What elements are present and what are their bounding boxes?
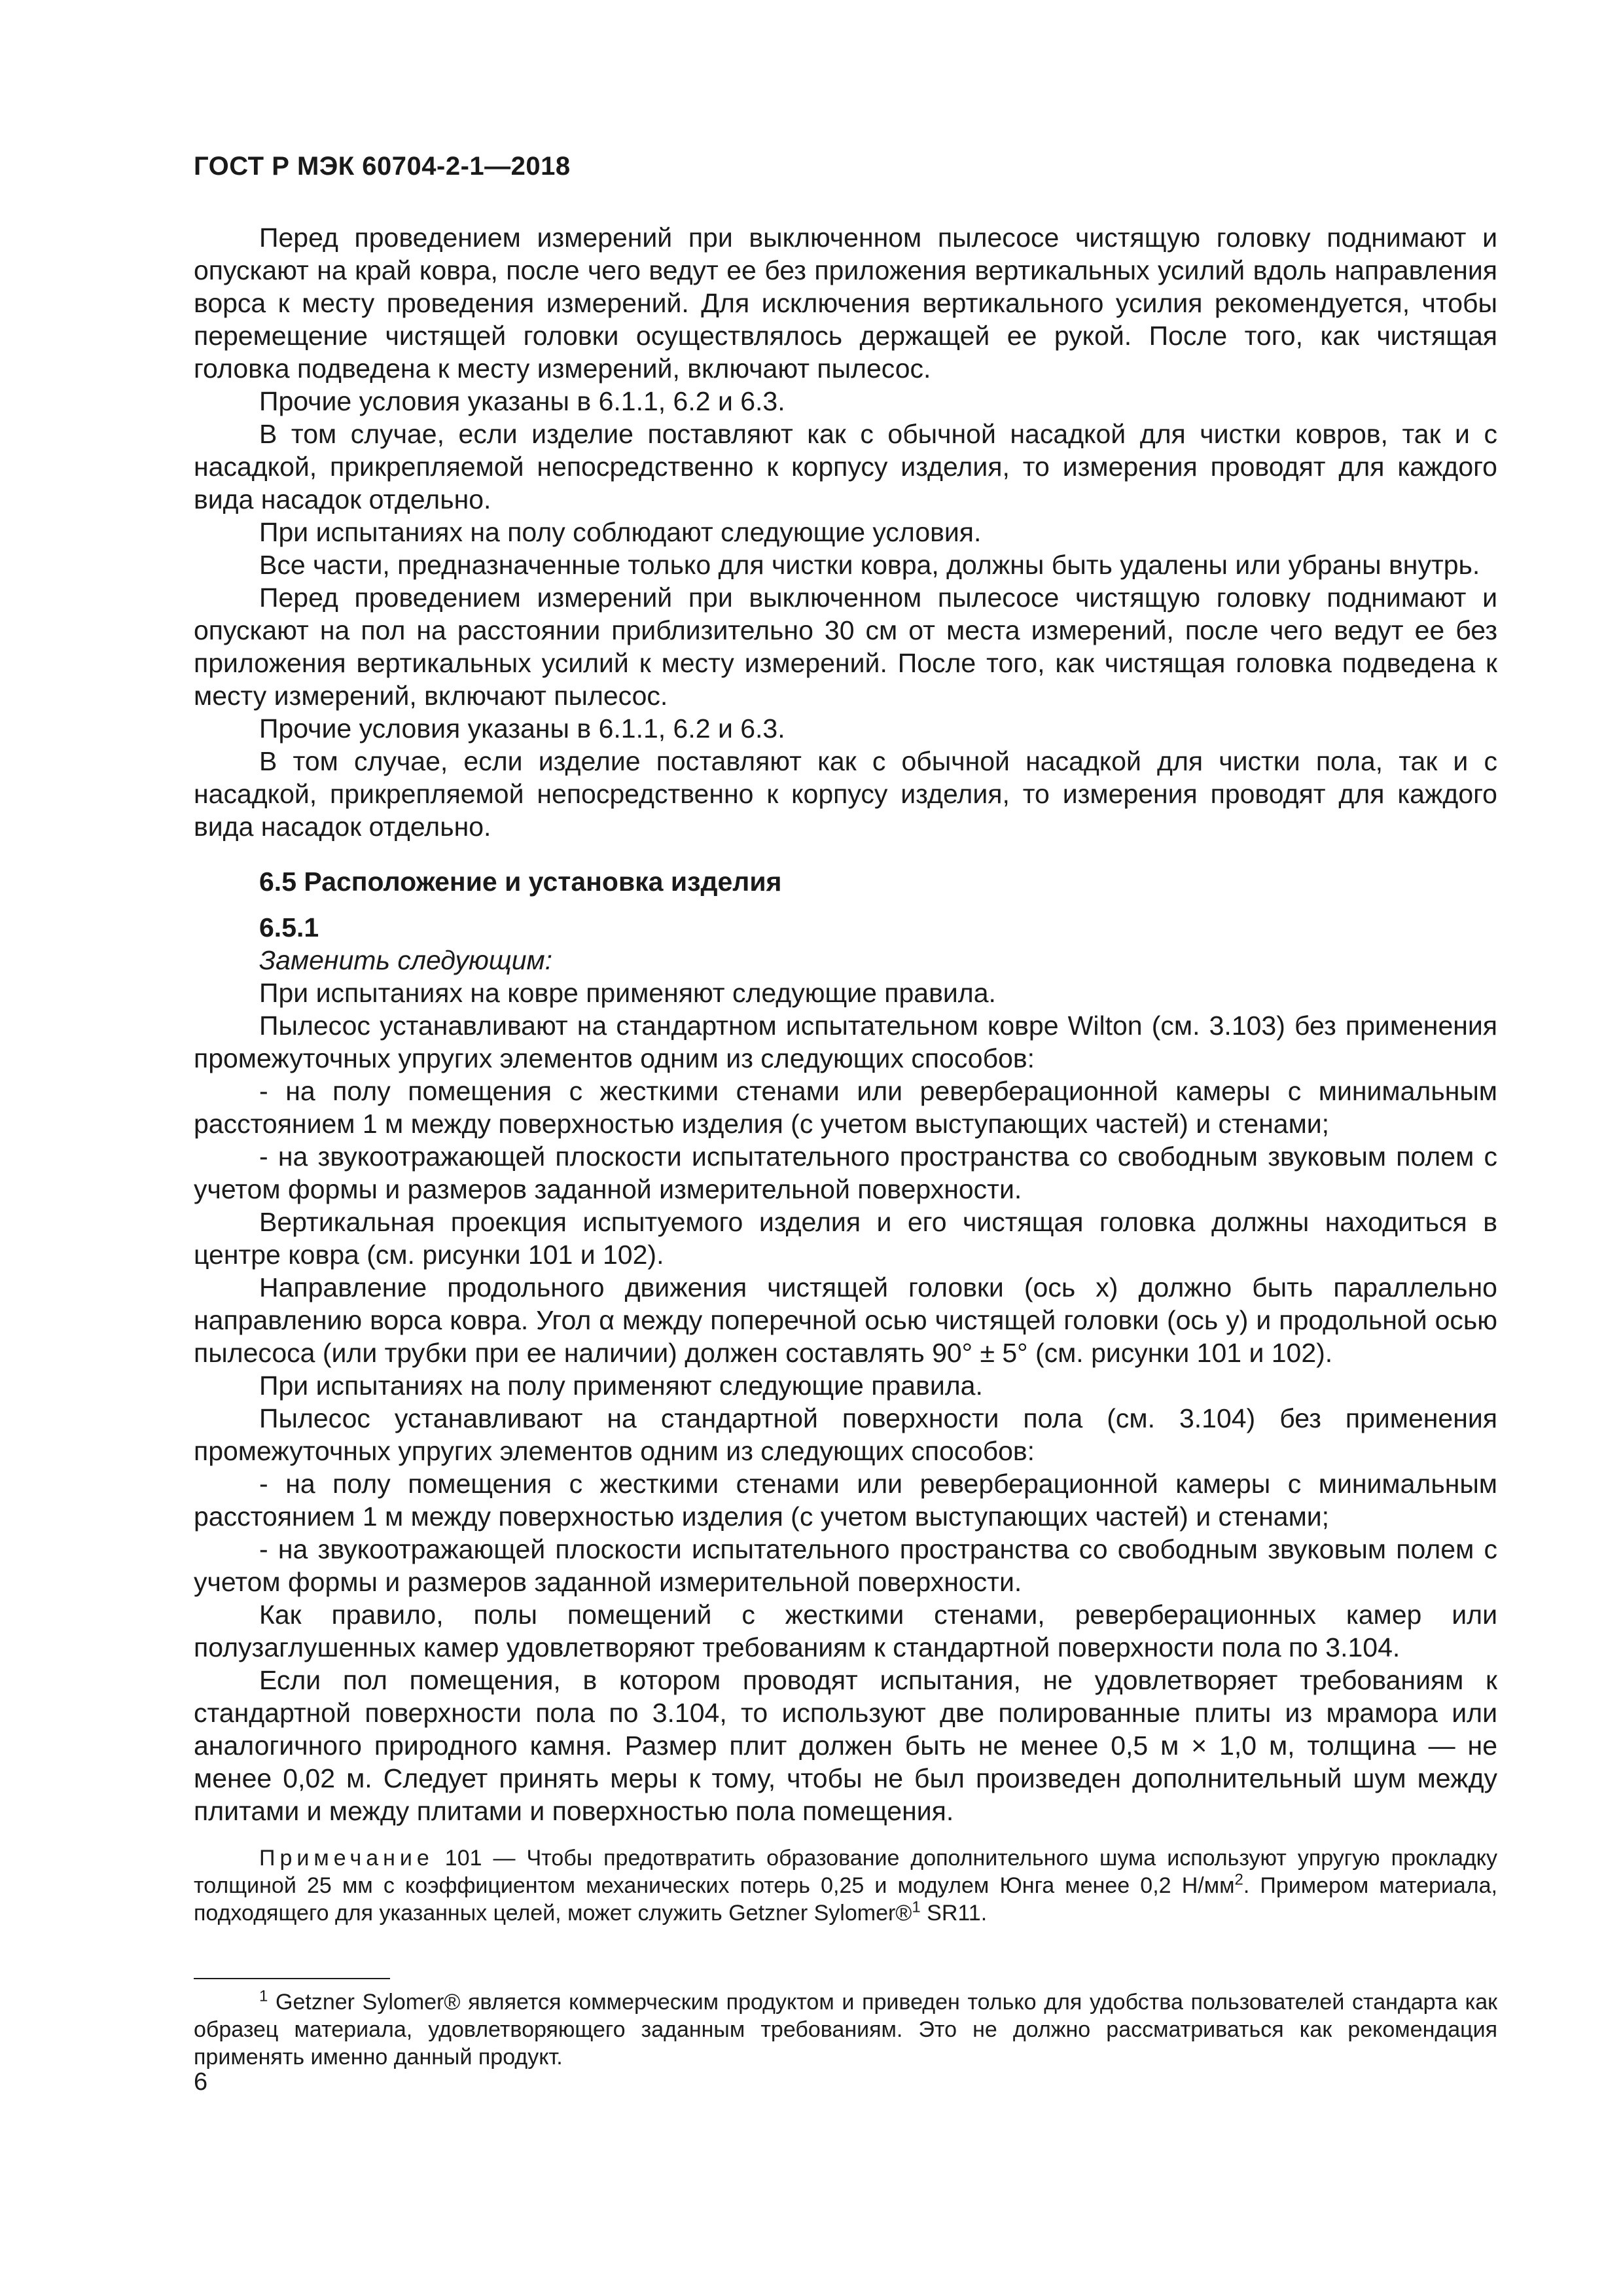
footnote-text: Getzner Sylomer® является коммерческим продуктом и приведен только для удобства пользователей стандарта как образец материала, удовлетворяющего заданным требованиям. Это не должно рассматриваться как рекомендация применять именно данный продукт.: [194, 1990, 1497, 2070]
replace-instruction: Заменить следующим:: [259, 945, 553, 975]
paragraph: Если пол помещения, в котором проводят испытания, не удовлетворяет требованиям к стандартной поверхности пола по 3.104, то используют две полированные плиты из мрамора или аналогичного природного камня. Размер плит должен быть не менее 0,5 м × 1,0 м, толщина — не менее 0,02 м. Следует принять меры к тому, чтобы не был произведен дополнительный шум между плитами и между плитами и поверхностью пола помещения.: [194, 1665, 1497, 1826]
paragraph: Все части, предназначенные только для чистки ковра, должны быть удалены или убраны внутрь.: [259, 550, 1480, 580]
paragraph: Вертикальная проекция испытуемого изделия и его чистящая головка должны находиться в центре ковра (см. рисунки 101 и 102).: [194, 1207, 1497, 1270]
paragraph: Пылесос устанавливают на стандартном испытательном ковре Wilton (см. 3.103) без применения промежуточных упругих элементов одним из следующих способов:: [194, 1011, 1497, 1073]
standard-header: ГОСТ Р МЭК 60704-2-1—2018: [194, 152, 571, 181]
note-label: Примечание: [259, 1846, 434, 1871]
list-item: - на полу помещения с жесткими стенами или реверберационной камеры с минимальным расстоянием 1 м между поверхностью изделия (с учетом выступающих частей) и стенами;: [194, 1076, 1497, 1139]
section-heading: 6.5 Расположение и установка изделия: [259, 867, 782, 897]
footnote: [194, 1988, 1497, 2071]
paragraph: При испытаниях на полу соблюдают следующие условия.: [259, 517, 982, 547]
footnote-reference[interactable]: 1: [912, 1898, 921, 1916]
list-item: - на звукоотражающей плоскости испытательного пространства со свободным звуковым полем с учетом формы и размеров заданной измерительной поверхности.: [194, 1534, 1497, 1597]
note-text: SR11.: [920, 1901, 988, 1926]
paragraph: При испытаниях на полу применяют следующие правила.: [259, 1371, 983, 1401]
paragraph: Прочие условия указаны в 6.1.1, 6.2 и 6.3.: [259, 713, 785, 744]
paragraph: При испытаниях на ковре применяют следующие правила.: [259, 978, 996, 1008]
paragraph: Как правило, полы помещений с жесткими стенами, реверберационных камер или полузаглушенных камер удовлетворяют требованиям к стандартной поверхности пола по 3.104.: [194, 1600, 1497, 1662]
paragraph: В том случае, если изделие поставляют как с обычной насадкой для чистки ковров, так и с насадкой, прикрепляемой непосредственно к корпусу изделия, то измерения проводят для каждого вида насадок отдельно.: [194, 419, 1497, 514]
paragraph: Направление продольного движения чистящей головки (ось x) должно быть параллельно направлению ворса ковра. Угол α между поперечной осью чистящей головки (ось y) и продольной осью пылесоса (или трубки при ее наличии) должен составлять 90° ± 5° (см. рисунки 101 и 102).: [194, 1272, 1497, 1368]
subsection-heading: 6.5.1: [259, 912, 319, 942]
note-text: . Примером материала, подходящего для указанных целей, может служить Getzner Sylomer®: [194, 1873, 1498, 1926]
paragraph: В том случае, если изделие поставляют как с обычной насадкой для чистки пола, так и с насадкой, прикрепляемой непосредственно к корпусу изделия, то измерения проводят для каждого вида насадок отдельно.: [194, 746, 1497, 842]
list-item: - на полу помещения с жесткими стенами или реверберационной камеры с минимальным расстоянием 1 м между поверхностью изделия (с учетом выступающих частей) и стенами;: [194, 1469, 1497, 1532]
note: [194, 1844, 1497, 1927]
paragraph: Прочие условия указаны в 6.1.1, 6.2 и 6.3.: [259, 386, 785, 416]
page-number: 6: [194, 2068, 208, 2096]
paragraph: Перед проведением измерений при выключенном пылесосе чистящую головку поднимают и опускают на край ковра, после чего ведут ее без приложения вертикальных усилий вдоль направления ворса к месту проведения измерений. Для исключения вертикального усилия рекомендуется, чтобы перемещение чистящей головки осуществлялось держащей ее рукой. После того, как чистящая головка подведена к месту измерений, включают пылесос.: [194, 223, 1497, 384]
paragraph: Пылесос устанавливают на стандартной поверхности пола (см. 3.104) без применения промежуточных упругих элементов одним из следующих способов:: [194, 1403, 1497, 1466]
list-item: - на звукоотражающей плоскости испытательного пространства со свободным звуковым полем с учетом формы и размеров заданной измерительной поверхности.: [194, 1141, 1497, 1204]
note-text: 101 — Чтобы предотвратить образование дополнительного шума используют упругую прокладку толщиной 25 мм с коэффициентом механических потерь 0,25 и модулем Юнга менее 0,2 Н/мм: [194, 1846, 1497, 1898]
paragraph: Перед проведением измерений при выключенном пылесосе чистящую головку поднимают и опускают на пол на расстоянии приблизительно 30 см от места измерений, после чего ведут ее без приложения вертикальных усилий к месту измерений. После того, как чистящая головка подведена к месту измерений, включают пылесос.: [194, 583, 1497, 711]
footnote-divider: [194, 1978, 390, 1979]
footnote-marker: 1: [259, 1987, 268, 2005]
superscript: 2: [1234, 1871, 1243, 1889]
document-body: [194, 221, 1497, 1927]
